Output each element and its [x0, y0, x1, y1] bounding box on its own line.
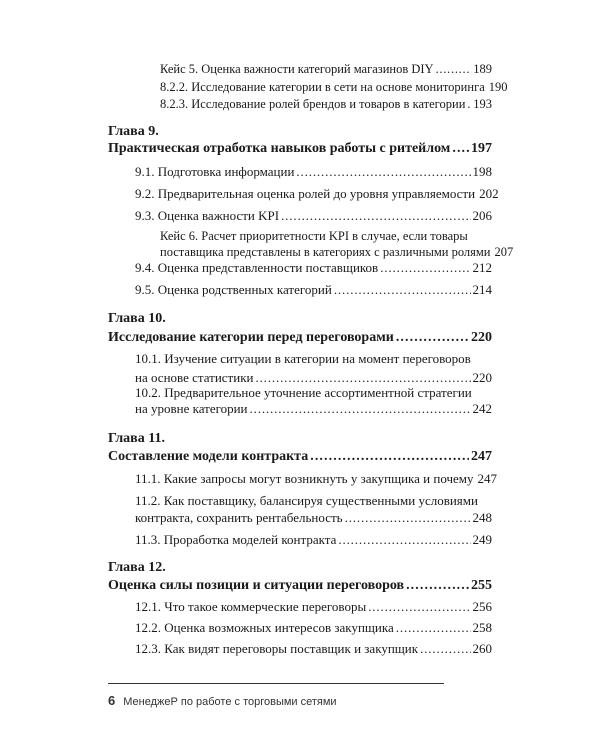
page-number: 258 — [472, 620, 492, 635]
toc-entry: 11.1. Какие запросы могут возникнуть у закупщика и почему 247 — [135, 471, 498, 486]
page-number: 206 — [472, 208, 492, 223]
page-number: 193 — [473, 97, 492, 111]
page-number: 260 — [472, 641, 492, 656]
toc-entry: 8.2.2. Исследование категории в сети на основе мониторинга 190 — [160, 80, 508, 94]
toc-entry-line1: 10.1. Изучение ситуации в категории на момент переговоров — [135, 351, 471, 366]
chapter-label: Глава 10. — [108, 311, 166, 326]
page-number: 212 — [472, 260, 492, 275]
toc-entry: 9.3. Оценка важности KPI . . . 206 — [135, 208, 492, 224]
page-number: 220 — [471, 330, 492, 345]
page-number: 202 — [479, 186, 499, 201]
toc-entry: 12.1. Что такое коммерческие переговоры . . . 256 — [135, 599, 492, 615]
toc-entry: 9.1. Подготовка информации . . . 198 — [135, 164, 492, 180]
toc-entry-line1: 11.2. Как поставщику, балансируя существенными условиями — [135, 493, 478, 508]
toc-entry: 12.2. Оценка возможных интересов закупщика . . . 258 — [135, 620, 492, 636]
toc-entry: поставщика представлены в категориях с различными ролями 207 — [160, 245, 514, 259]
page-number: 198 — [472, 164, 492, 179]
page-number: 189 — [473, 62, 492, 76]
page-number: 242 — [472, 401, 492, 416]
page-number: 247 — [477, 471, 498, 486]
page-number: 190 — [488, 80, 508, 94]
chapter-title: Составление модели контракта . . . 247 — [108, 449, 492, 465]
toc-entry: 11.3. Проработка моделей контракта . . . 249 — [135, 532, 492, 548]
chapter-title: Оценка силы позиции и ситуации переговоров . . . 255 — [108, 578, 492, 594]
toc-entry: Кейс 5. Оценка важности категорий магазинов DIY . . . 189 — [160, 62, 492, 77]
chapter-label: Глава 11. — [108, 431, 165, 446]
toc-entry-line1: 10.2. Предварительное уточнение ассортиментной стратегии — [135, 385, 472, 400]
page-number: 255 — [471, 578, 492, 593]
footer-rule — [108, 683, 444, 684]
chapter-label: Глава 12. — [108, 560, 166, 575]
toc-entry: 9.2. Предварительная оценка ролей до уровня управляемости 202 — [135, 186, 499, 201]
footer-page-number: 6 — [108, 693, 116, 708]
page-number: 247 — [471, 449, 492, 464]
running-title: МенеджеР по работе с торговыми сетями — [123, 696, 337, 708]
page-number: 220 — [472, 370, 492, 385]
chapter-title: Исследование категории перед переговорами . . . 220 — [108, 330, 492, 346]
page-number: 197 — [471, 141, 492, 156]
chapter-title: Практическая отработка навыков работы с ритейлом . . . 197 — [108, 141, 492, 157]
toc-entry: 12.3. Как видят переговоры поставщик и закупщик . . . 260 — [135, 641, 492, 657]
page-number: 214 — [472, 282, 492, 297]
toc-entry-line1: Кейс 6. Расчет приоритетности KPI в случае, если товары — [160, 229, 468, 243]
chapter-label: Глава 9. — [108, 124, 159, 139]
toc-entry: 9.4. Оценка представленности поставщиков . . . 212 — [135, 260, 492, 276]
page-number: 207 — [494, 245, 514, 259]
toc-entry: 8.2.3. Исследование ролей брендов и товаров в категории . . . 193 — [160, 97, 492, 112]
toc-entry: на основе статистики . . . 220 — [135, 370, 492, 386]
page-number: 256 — [472, 599, 492, 614]
page-number: 248 — [472, 510, 492, 525]
toc-entry: 9.5. Оценка родственных категорий . . . 214 — [135, 282, 492, 298]
page-footer — [108, 693, 337, 708]
page-number: 249 — [472, 532, 492, 547]
toc-entry: на уровне категории . . . 242 — [135, 401, 492, 417]
toc-entry: контракта, сохранить рентабельность . . . 248 — [135, 510, 492, 526]
